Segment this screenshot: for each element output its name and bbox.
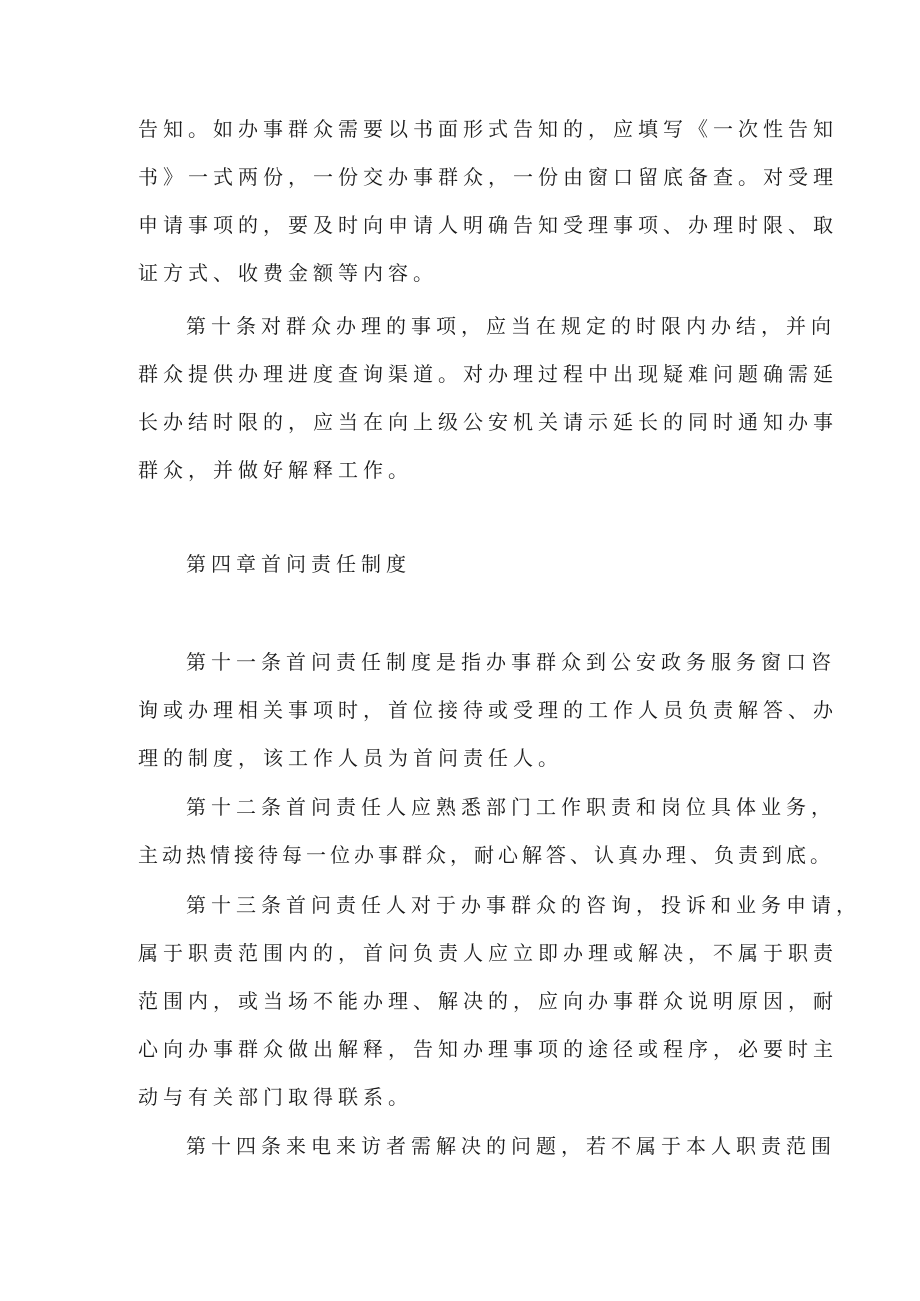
paragraph-line: 群众提供办理进度查询渠道。对办理过程中出现疑难问题确需延 bbox=[138, 362, 838, 386]
paragraph-line: 询或办理相关事项时，首位接待或受理的工作人员负责解答、办 bbox=[138, 698, 838, 722]
paragraph-line: 主动热情接待每一位办事群众，耐心解答、认真办理、负责到底。 bbox=[138, 843, 834, 867]
paragraph-line: 书》一式两份，一份交办事群众，一份由窗口留底备查。对受理 bbox=[138, 165, 838, 189]
paragraph-line: 属于职责范围内的，首问负责人应立即办理或解决，不属于职责 bbox=[138, 941, 838, 965]
paragraph-line: 第十一条首问责任制度是指办事群众到公安政务服务窗口咨 bbox=[186, 650, 836, 674]
paragraph-line: 心向办事群众做出解释，告知办理事项的途径或程序，必要时主 bbox=[138, 1037, 838, 1061]
paragraph-line: 长办结时限的，应当在向上级公安机关请示延长的同时通知办事 bbox=[138, 410, 838, 434]
paragraph-line: 理的制度，该工作人员为首问责任人。 bbox=[138, 746, 563, 770]
paragraph-line: 第十三条首问责任人对于办事群众的咨询，投诉和业务申请， bbox=[186, 893, 861, 917]
paragraph-line: 告知。如办事群众需要以书面形式告知的，应填写《一次性告知 bbox=[138, 117, 838, 141]
chapter-heading: 第四章首问责任制度 bbox=[186, 552, 411, 576]
paragraph-line: 第十二条首问责任人应熟悉部门工作职责和岗位具体业务， bbox=[186, 795, 836, 819]
paragraph-line: 第十四条来电来访者需解决的问题，若不属于本人职责范围 bbox=[186, 1134, 836, 1158]
paragraph-line: 第十条对群众办理的事项，应当在规定的时限内办结，并向 bbox=[186, 314, 836, 338]
paragraph-line: 范围内，或当场不能办理、解决的，应向办事群众说明原因，耐 bbox=[138, 989, 838, 1013]
paragraph-line: 证方式、收费金额等内容。 bbox=[138, 261, 438, 285]
paragraph-line: 群众，并做好解释工作。 bbox=[138, 458, 413, 482]
paragraph-line: 动与有关部门取得联系。 bbox=[138, 1085, 413, 1109]
paragraph-line: 申请事项的，要及时向申请人明确告知受理事项、办理时限、取 bbox=[138, 213, 838, 237]
